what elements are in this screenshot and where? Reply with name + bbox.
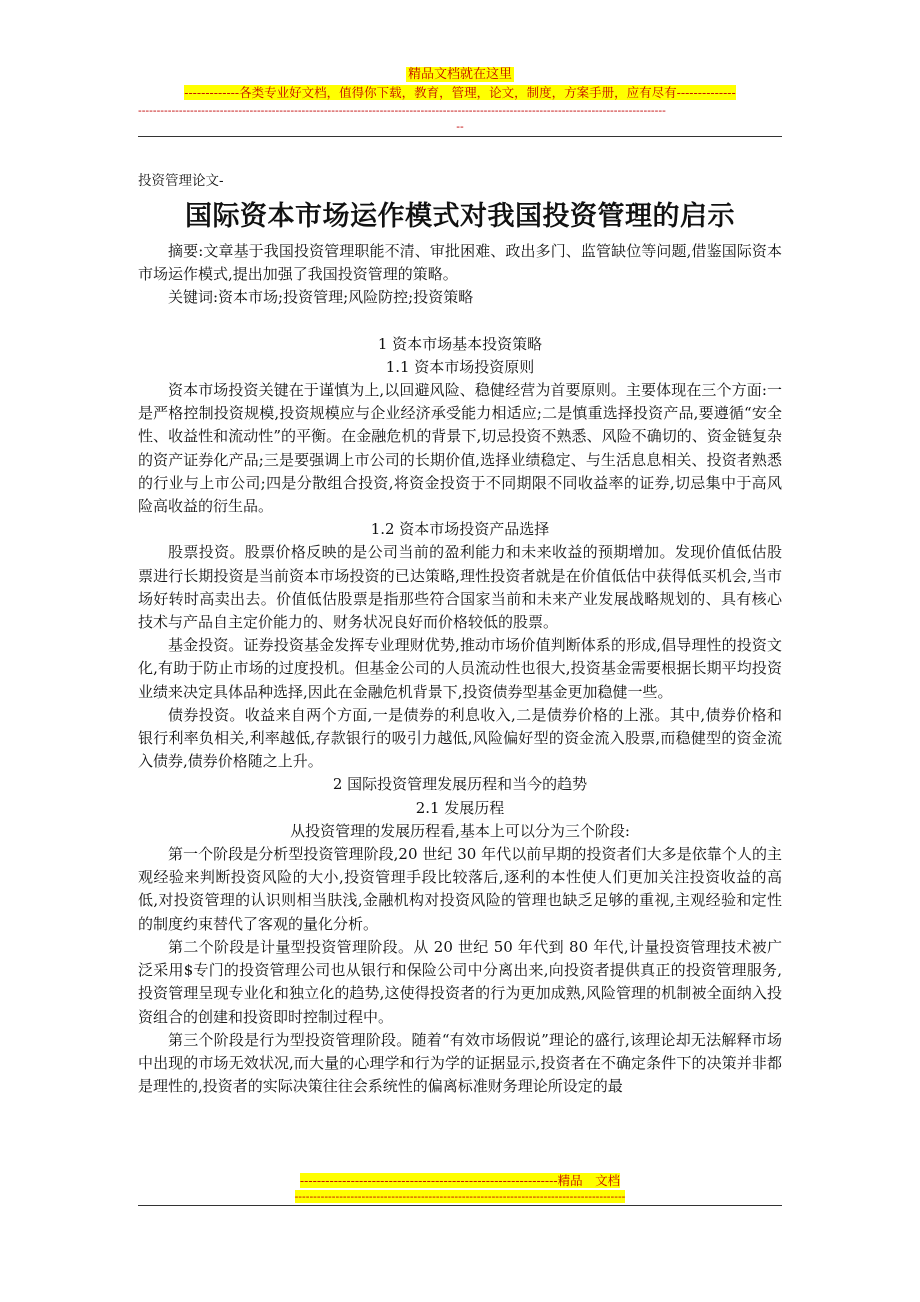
footer-banner-text: -------------------------------------------------------------精品 文档	[299, 1173, 621, 1188]
header-banner-title-text: 精品文档就在这里	[407, 67, 512, 82]
section-heading-1-1: 1.1 资本市场投资原则	[385, 357, 535, 376]
body-paragraph-funds: 基金投资。证券投资基金发挥专业理财优势,推动市场价值判断体系的形成,倡导理性的投资文化,有助于防止市场的过度投机。但基金公司的人员流动性也很大,投资基金需要根据长期平均投资业绩来决定具体品种选择,因此在金融危机背景下,投资债券型基金更加稳健一些。	[138, 636, 782, 701]
section-heading-2: 2 国际投资管理发展历程和当今的趋势	[332, 775, 588, 794]
header-dash-line: ----------------------------------------------------------------------------------------------------------------------------------------------	[138, 104, 666, 117]
header-banner-tagline	[0, 84, 920, 101]
doc-category-prefix: 投资管理论文-	[138, 173, 224, 189]
blank-line	[138, 310, 782, 333]
keywords-paragraph: 关键词:资本市场;投资管理;风险防控;投资策略	[168, 288, 474, 307]
header-banner-tagline-text: -------------各类专业好文档，值得你下载，教育，管理，论文，制度，方案手册，应有尽有--------------	[184, 85, 736, 100]
footer-rule	[138, 1205, 782, 1206]
doc-body	[138, 240, 782, 1098]
header-banner-title	[0, 66, 920, 83]
body-paragraph-principles: 资本市场投资关键在于谨慎为上,以回避风险、稳健经营为首要原则。主要体现在三个方面:一是严格控制投资规模,投资规模应与企业经济承受能力相适应;二是慎重选择投资产品,要遵循“安全性、收益性和流动性”的平衡。在金融危机的背景下,切忌投资不熟悉、风险不确切的、资金链复杂的资产证券化产品;三是要强调上市公司的长期价值,选择业绩稳定、与生活息息相关、投资者熟悉的行业与上市公司;四是分散组合投资,将资金投资于不同期限不同收益率的证券,切忌集中于高风险高收益的衍生品。	[138, 381, 782, 516]
footer-dash-line	[0, 1190, 920, 1204]
body-paragraph-stage-3: 第三个阶段是行为型投资管理阶段。随着“有效市场假说”理论的盛行,该理论却无法解释市场中出现的市场无效状况,而大量的心理学和行为学的证据显示,投资者在不确定条件下的决策并非都是理性的,投资者的实际决策往往会系统性的偏离标准财务理论所设定的最	[138, 1030, 782, 1096]
footer-dash-line-text: -----------------------------------------------------------------------------------------	[294, 1190, 626, 1203]
body-paragraph-stage-2: 第二个阶段是计量型投资管理阶段。从 20 世纪 50 年代到 80 年代,计量投资管理技术被广泛采用$专门的投资管理公司也从银行和保险公司中分离出来,向投资者提供真正的投资管理服务,投资管理呈现专业化和独立化的趋势,这使得投资者的行为更加成熟,风险管理的机制被全面纳入投资组合的创建和投资即时控制过程中。	[138, 937, 782, 1026]
header-rule	[138, 136, 782, 137]
section-heading-2-1: 2.1 发展历程	[415, 798, 505, 817]
abstract-paragraph: 摘要:文章基于我国投资管理职能不清、审批困难、政出多门、监管缺位等问题,借鉴国际资本市场运作模式,提出加强了我国投资管理的策略。	[138, 242, 782, 284]
body-paragraph-stocks: 股票投资。股票价格反映的是公司当前的盈利能力和未来收益的预期增加。发现价值低估股票进行长期投资是当前资本市场投资的已达策略,理性投资者就是在价值低估中获得低买机会,当市场好转时高卖出去。价值低估股票是指那些符合国家当前和未来产业发展战略规划的、具有核心技术与产品自主定价能力的、财务状况良好而价格较低的股票。	[138, 543, 782, 632]
body-paragraph-stage-1: 第一个阶段是分析型投资管理阶段,20 世纪 30 年代以前早期的投资者们大多是依靠个人的主观经验来判断投资风险的大小,投资管理手段比较落后,逐利的本性使人们更加关注投资收益的高低,对投资管理的认识则相当肤浅,金融机构对投资风险的管理也缺乏足够的重视,主观经验和定性的制度约束替代了客观的量化分析。	[138, 845, 782, 933]
body-paragraph-bonds: 债券投资。收益来自两个方面,一是债券的利息收入,二是债券价格的上涨。其中,债券价格和银行利率负相关,利率越低,存款银行的吸引力越低,风险偏好型的资金流入股票,而稳健型的资金流入债券,债券价格随之上升。	[138, 705, 782, 771]
doc-title: 国际资本市场运作模式对我国投资管理的启示	[185, 201, 735, 232]
footer-banner	[0, 1172, 920, 1189]
header-dash-tail: --	[456, 120, 464, 133]
section-heading-1-2: 1.2 资本市场投资产品选择	[370, 520, 550, 539]
section-heading-1: 1 资本市场基本投资策略	[377, 334, 543, 353]
body-paragraph-stages-intro: 从投资管理的发展历程看,基本上可以分为三个阶段:	[290, 821, 630, 840]
